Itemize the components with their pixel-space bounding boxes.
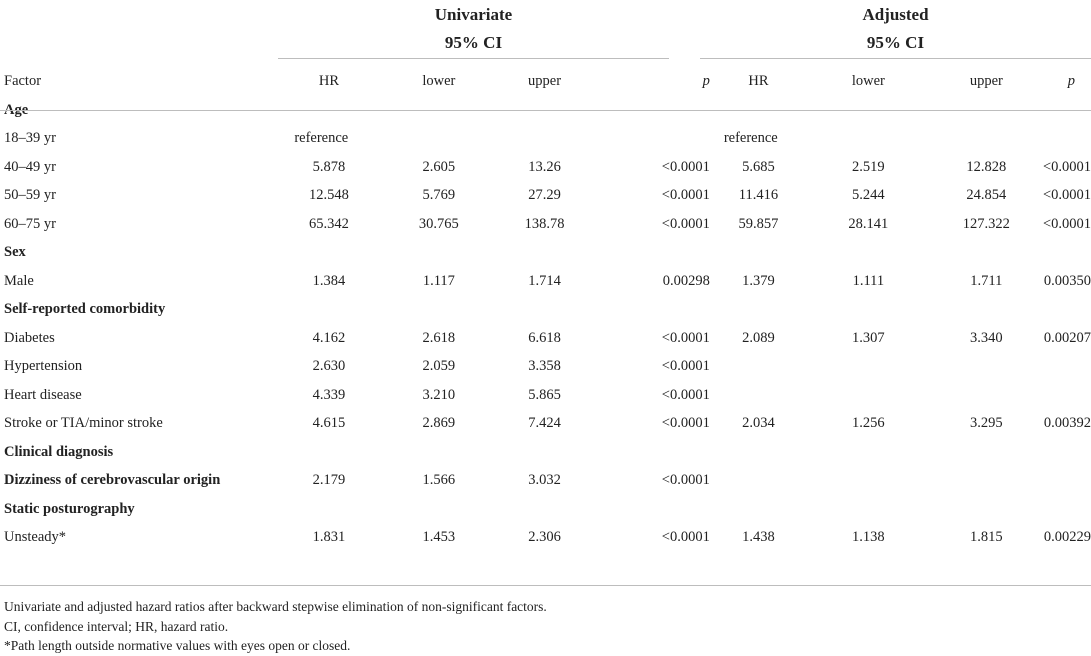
uni-p-cell [589,438,710,467]
adjusted-title: Adjusted [862,5,929,24]
adj-upper-cell: 3.340 [970,329,1003,346]
footnote-3: *Path length outside normative values with eyes open or closed. [4,638,351,653]
adj-p-cell [1043,381,1091,410]
adj-hr-cell: 2.089 [742,329,775,346]
adj-p-cell [1043,296,1091,325]
adj-lower-cell [807,296,930,325]
uni-p-cell: <0.0001 [661,358,710,375]
section-row [0,239,1091,268]
uni-p-cell: <0.0001 [661,329,710,346]
uni-lower-cell: 1.566 [422,472,456,489]
uni-lower-cell: 5.769 [422,187,456,204]
uni-p-cell [589,239,710,268]
adj-lower-cell: 1.138 [852,529,885,546]
footnote-1: Univariate and adjusted hazard ratios after backward stepwise elimination of non-significant factors. [4,599,547,614]
adj-p-cell [1043,239,1091,268]
univariate-group-header [278,1,669,57]
table-row [0,524,1091,553]
uni-hr-cell [280,296,377,325]
factor-label: 50–59 yr [4,187,56,204]
uni-hr-cell: reference [294,130,349,147]
table-row [0,324,1091,353]
section-label: Clinical diagnosis [4,443,114,460]
uni-upper-cell: 2.306 [528,529,561,546]
uni-upper-cell: 27.29 [528,187,561,204]
factor-label: Heart disease [4,386,82,403]
factor-label: 60–75 yr [4,215,56,232]
uni-lower-cell [378,495,501,524]
uni-upper-cell [500,125,589,154]
uni-upper-cell: 1.714 [528,272,561,289]
uni-hr-cell: 12.548 [308,187,349,204]
adj-upper-cell [930,467,1043,496]
factor-label: Unsteady* [4,529,67,546]
adj-p-cell: <0.0001 [1042,158,1091,175]
adj-hr-cell: 2.034 [742,415,775,432]
adj-lower-cell [807,495,930,524]
adj-upper-cell [930,125,1043,154]
adj-upper-cell: 12.828 [966,158,1007,175]
uni-lower-cell: 3.210 [422,386,456,403]
uni-p-cell [589,296,710,325]
adj-lower-cell [807,239,930,268]
table-row [0,467,1091,496]
uni-upper-cell: 5.865 [528,386,561,403]
section-label: Sex [4,244,26,261]
adj-hr-header: HR [748,72,769,89]
adj-p-cell [1043,438,1091,467]
uni-upper-cell: 3.032 [528,472,561,489]
hazard-ratio-table [0,66,1091,552]
adj-hr-cell [710,296,807,325]
adj-lower-cell: 2.519 [852,158,885,175]
uni-hr-header: HR [318,72,339,89]
adj-upper-cell [930,438,1043,467]
table-row [0,210,1091,239]
uni-hr-cell: 1.831 [312,529,346,546]
adjusted-group-rule [700,58,1091,59]
univariate-ci-label: 95% CI [444,33,503,52]
factor-label: 18–39 yr [4,130,56,147]
uni-p-cell: 0.00298 [662,272,710,289]
uni-p-cell: <0.0001 [661,529,710,546]
adj-hr-cell: 11.416 [738,187,779,204]
adj-hr-cell: 5.685 [742,158,775,175]
footnote-2: CI, confidence interval; HR, hazard ratio. [4,618,229,634]
adjusted-group-header [700,1,1091,57]
adj-p-header: p [1067,72,1075,89]
uni-p-cell: <0.0001 [661,215,710,232]
adj-upper-cell: 127.322 [962,215,1010,232]
adj-lower-cell [807,353,930,382]
uni-upper-cell: 6.618 [528,329,561,346]
uni-upper-cell [500,438,589,467]
adj-p-cell: <0.0001 [1042,187,1091,204]
adj-lower-cell: 5.244 [852,187,885,204]
header-divider [0,110,1091,111]
adj-lower-cell [807,125,930,154]
adj-upper-cell [930,353,1043,382]
section-row [0,438,1091,467]
adj-lower-cell: 28.141 [848,215,889,232]
adj-p-cell: 0.00207 [1043,329,1091,346]
adj-hr-cell: reference [723,130,778,147]
adj-hr-cell: 1.379 [742,272,775,289]
adj-p-cell: 0.00392 [1043,415,1091,432]
uni-lower-cell [378,125,501,154]
uni-p-cell [589,495,710,524]
uni-p-header: p [702,72,710,89]
uni-lower-cell: 2.605 [422,158,456,175]
adj-lower-header: lower [851,72,885,89]
column-header-row [0,66,1091,96]
uni-upper-cell [500,495,589,524]
uni-upper-cell: 138.78 [524,215,565,232]
uni-hr-cell [280,438,377,467]
table-row [0,381,1091,410]
uni-hr-cell: 4.162 [312,329,346,346]
uni-upper-cell [500,239,589,268]
uni-p-cell: <0.0001 [661,158,710,175]
table-bottom-rule [0,585,1091,586]
factor-label: 40–49 yr [4,158,56,175]
adjusted-ci-label: 95% CI [866,33,925,52]
uni-upper-cell: 13.26 [528,158,561,175]
factor-label: Dizziness of cerebrovascular origin [4,472,221,489]
adj-p-cell [1043,495,1091,524]
uni-p-cell: <0.0001 [661,472,710,489]
uni-p-cell: <0.0001 [661,187,710,204]
adj-hr-cell: 1.438 [742,529,775,546]
uni-lower-cell: 2.059 [422,358,456,375]
adj-upper-cell [930,381,1043,410]
uni-lower-cell: 2.869 [422,415,456,432]
table-row [0,353,1091,382]
adj-upper-cell: 3.295 [970,415,1003,432]
section-label: Static posturography [4,500,135,517]
adj-lower-cell [807,381,930,410]
uni-lower-cell [378,239,501,268]
uni-lower-cell: 1.117 [422,272,455,289]
factor-label: Stroke or TIA/minor stroke [4,415,163,432]
adj-p-cell [1043,125,1091,154]
uni-p-cell [589,125,710,154]
uni-p-cell: <0.0001 [661,386,710,403]
adj-lower-cell: 1.307 [852,329,885,346]
adj-p-cell [1043,353,1091,382]
adj-p-cell: <0.0001 [1042,215,1091,232]
uni-upper-cell [500,296,589,325]
adj-upper-cell: 1.815 [970,529,1003,546]
factor-label: Male [4,272,34,289]
uni-p-cell: <0.0001 [661,415,710,432]
factor-header: Factor [4,72,42,89]
univariate-title: Univariate [434,5,513,24]
uni-hr-cell [280,239,377,268]
adj-lower-cell: 1.111 [852,272,885,289]
section-row [0,495,1091,524]
adj-hr-cell [710,239,807,268]
univariate-group-rule [278,58,669,59]
factor-label: Hypertension [4,358,83,375]
adj-hr-cell [710,495,807,524]
adj-lower-cell: 1.256 [852,415,885,432]
factor-label: Diabetes [4,329,55,346]
adj-hr-cell [710,438,807,467]
uni-lower-header: lower [422,72,456,89]
adj-p-cell [1043,467,1091,496]
uni-hr-cell: 65.342 [308,215,349,232]
section-label: Age [4,101,29,118]
uni-hr-cell: 4.615 [312,415,346,432]
table-row [0,153,1091,182]
table-row [0,267,1091,296]
table-row [0,410,1091,439]
adj-p-cell: 0.00229 [1043,529,1091,546]
adj-hr-cell [710,381,807,410]
uni-hr-cell: 1.384 [312,272,346,289]
table-row [0,182,1091,211]
adj-upper-header: upper [969,72,1003,89]
uni-lower-cell: 2.618 [422,329,456,346]
adj-hr-cell: 59.857 [738,215,779,232]
adj-upper-cell [930,239,1043,268]
adj-hr-cell [710,467,807,496]
adj-lower-cell [807,467,930,496]
adj-p-cell: 0.00350 [1043,272,1091,289]
table-row [0,125,1091,154]
uni-upper-header: upper [528,72,562,89]
uni-hr-cell [280,495,377,524]
table-footnotes [4,597,547,656]
uni-hr-cell: 5.878 [312,158,346,175]
adj-upper-cell [930,495,1043,524]
adj-upper-cell [930,296,1043,325]
uni-lower-cell [378,296,501,325]
adj-upper-cell: 1.711 [970,272,1003,289]
uni-upper-cell: 3.358 [528,358,561,375]
adj-hr-cell [710,353,807,382]
section-row [0,296,1091,325]
uni-lower-cell [378,438,501,467]
uni-hr-cell: 2.630 [312,358,346,375]
section-label: Self-reported comorbidity [4,301,166,318]
adj-upper-cell: 24.854 [966,187,1007,204]
uni-upper-cell: 7.424 [528,415,561,432]
uni-lower-cell: 30.765 [418,215,459,232]
adj-lower-cell [807,438,930,467]
uni-hr-cell: 4.339 [312,386,346,403]
uni-hr-cell: 2.179 [312,472,346,489]
uni-lower-cell: 1.453 [422,529,456,546]
